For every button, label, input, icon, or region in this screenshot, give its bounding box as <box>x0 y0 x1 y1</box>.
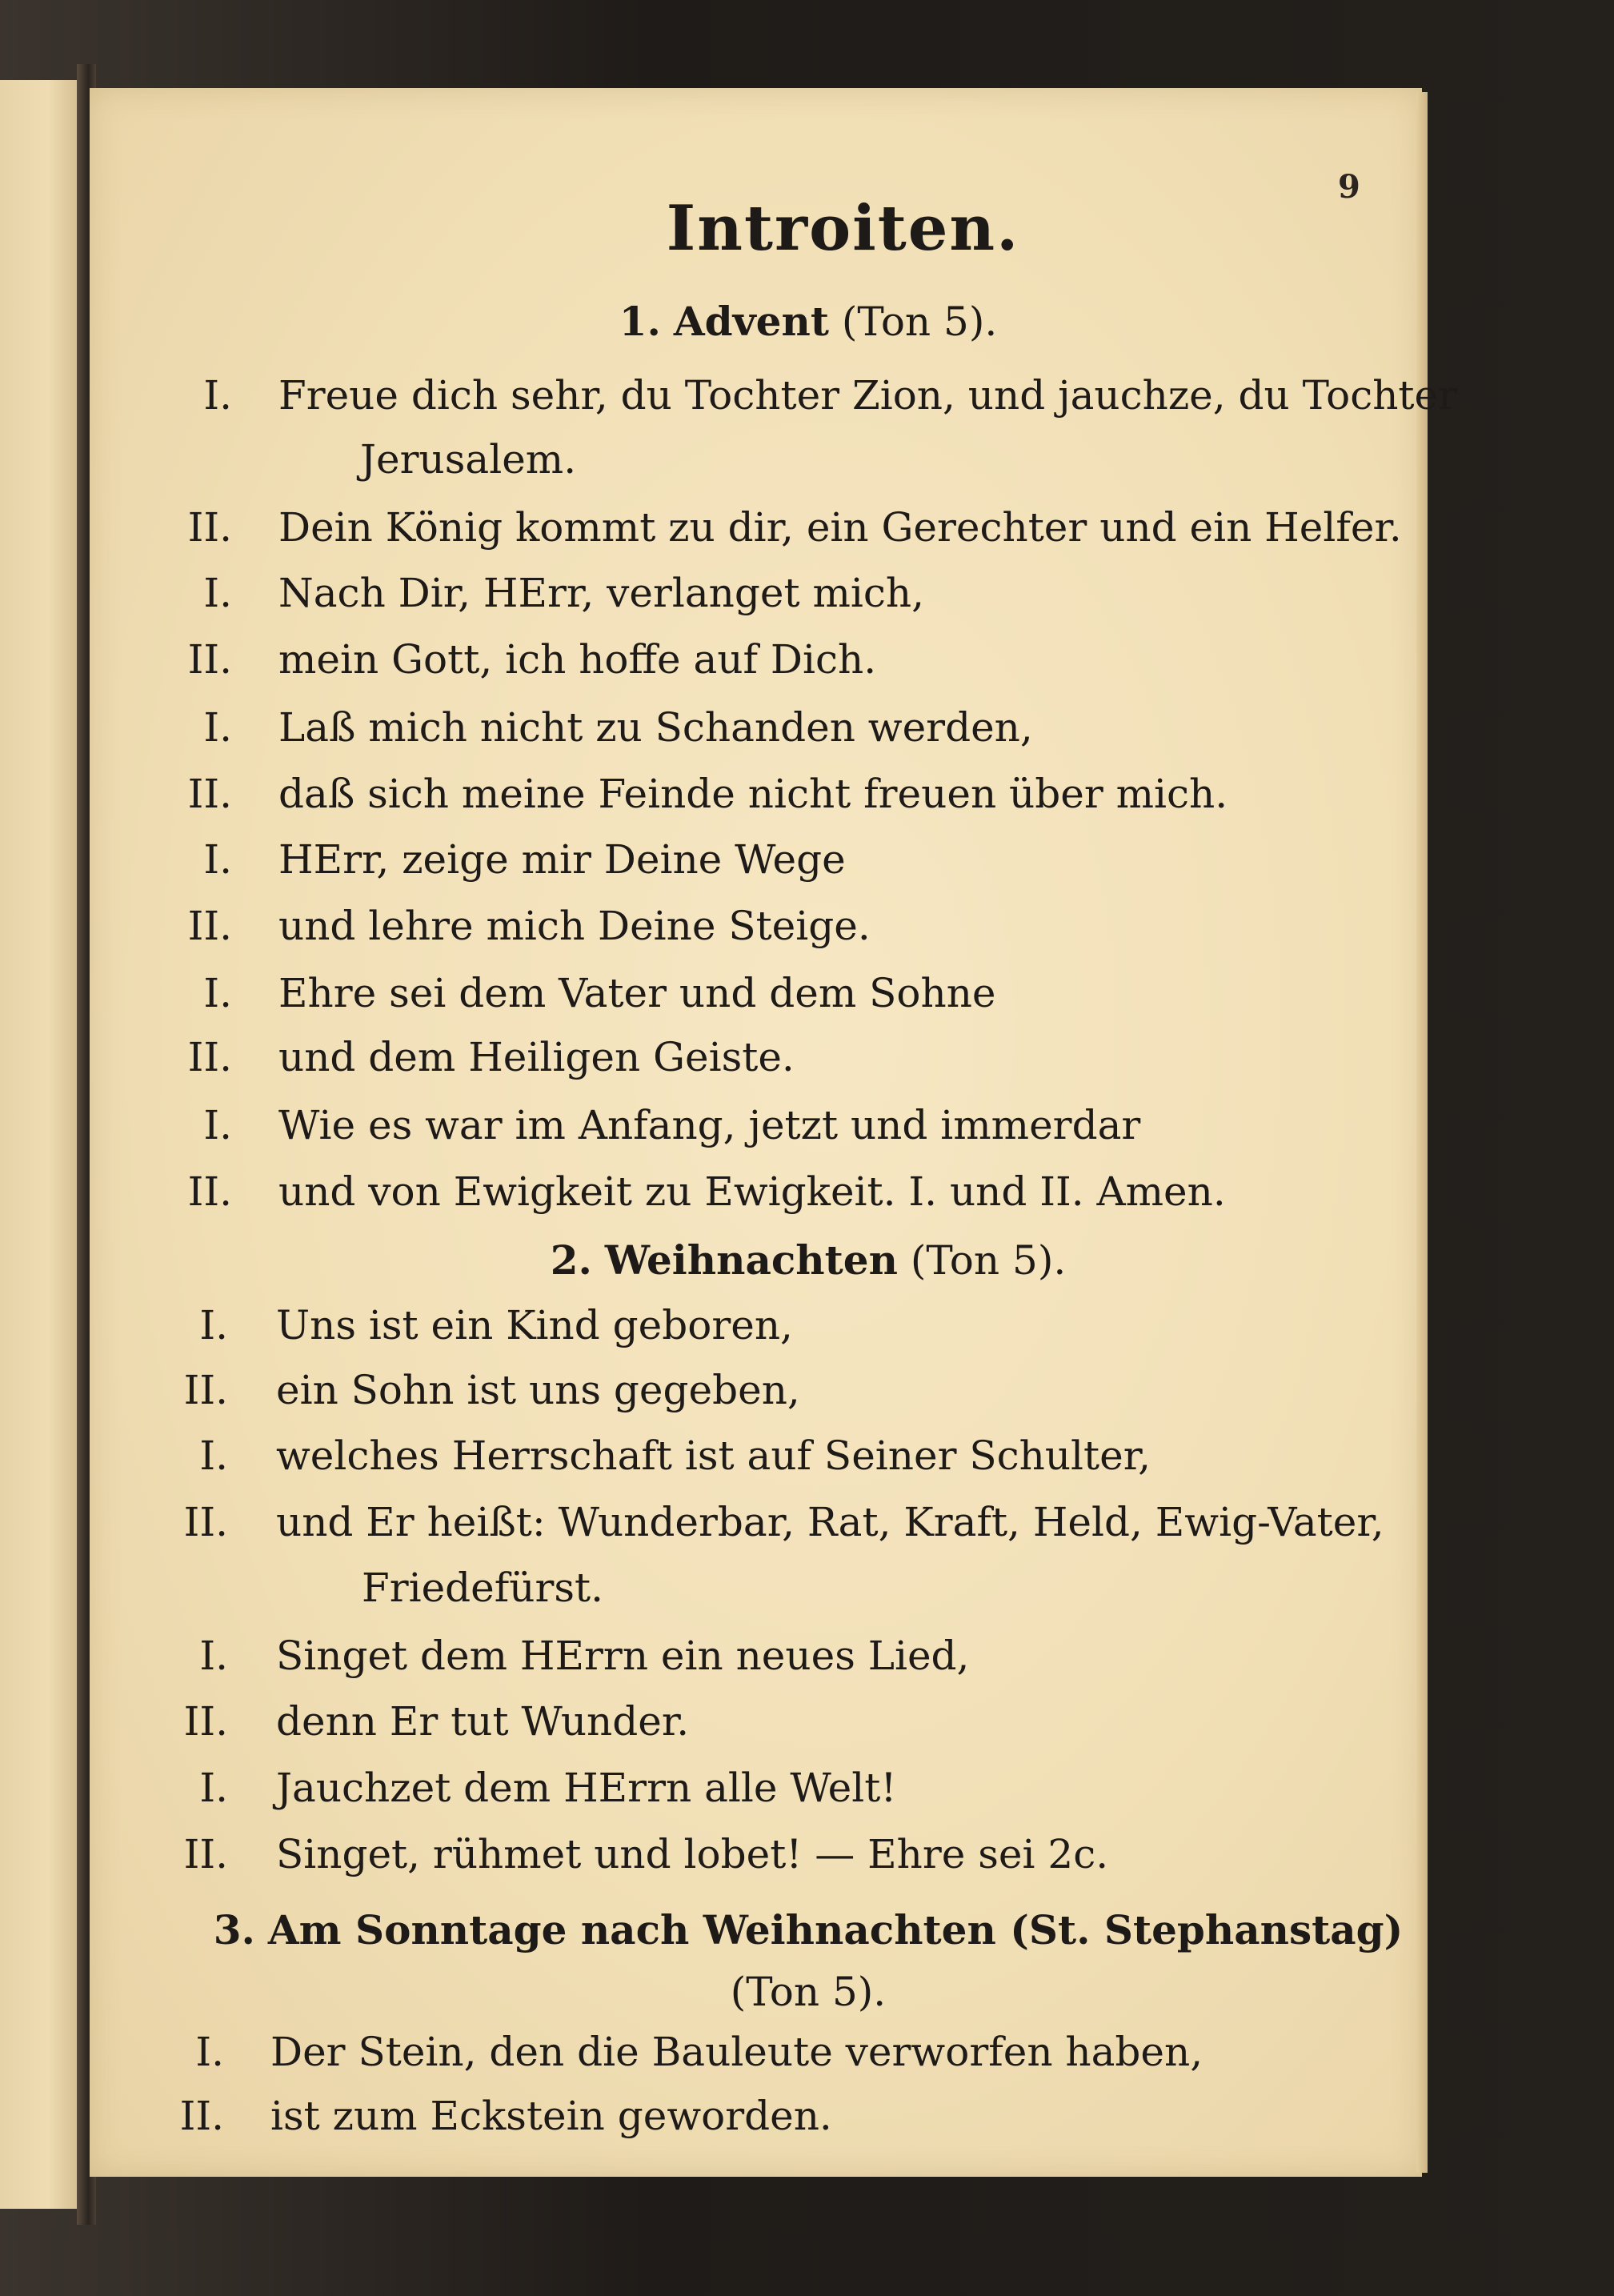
left-page-edge <box>0 80 82 2209</box>
verse-text: mein Gott, ich hoffe auf Dich. <box>278 636 877 683</box>
voice-label: I. <box>199 1765 228 1811</box>
voice-label: I. <box>203 1102 232 1148</box>
voice-label: II. <box>187 771 232 817</box>
verse-text: und lehre mich Deine Steige. <box>278 903 871 949</box>
verse-text: Jerusalem. <box>360 436 577 483</box>
section-number: 2. <box>550 1236 592 1284</box>
voice-label: I. <box>195 2029 224 2075</box>
voice-label: II. <box>187 1168 232 1215</box>
section-tone: (Ton 5). <box>841 299 998 345</box>
verse-text: HErr, zeige mir Deine Wege <box>278 836 846 883</box>
voice-label: I. <box>199 1302 228 1348</box>
voice-label: I. <box>203 704 232 751</box>
verse-text: Singet dem HErrn ein neues Lied, <box>276 1633 970 1679</box>
verse-text: und von Ewigkeit zu Ewigkeit. I. und II. Amen. <box>278 1168 1226 1215</box>
voice-label: I. <box>203 970 232 1016</box>
voice-label: I. <box>203 570 232 616</box>
verse-text: Der Stein, den die Bauleute verworfen haben, <box>270 2029 1203 2075</box>
voice-label: II. <box>187 903 232 949</box>
voice-label: II. <box>183 1698 228 1745</box>
verse-text: Freue dich sehr, du Tochter Zion, und jauchze, du Tochter <box>278 372 1457 419</box>
section-number: 3. <box>213 1906 255 1953</box>
page-number: 9 <box>1338 168 1360 206</box>
voice-label: I. <box>199 1633 228 1679</box>
verse-text: Friedefürst. <box>362 1565 604 1611</box>
section-heading-weihnachten <box>152 1236 1464 1284</box>
section-name: Advent <box>673 298 829 345</box>
voice-label: II. <box>183 1367 228 1413</box>
verse-text: ist zum Eckstein geworden. <box>270 2093 832 2139</box>
voice-label: I. <box>199 1432 228 1479</box>
voice-label: II. <box>183 1499 228 1545</box>
section-heading-advent <box>152 298 1464 345</box>
verse-text: Uns ist ein Kind geboren, <box>276 1302 793 1348</box>
voice-label: II. <box>187 504 232 551</box>
verse-text: daß sich meine Feinde nicht freuen über mich. <box>278 771 1228 817</box>
voice-label: II. <box>187 636 232 683</box>
verse-text: und Er heißt: Wunderbar, Rat, Kraft, Held, Ewig-Vater, <box>276 1499 1384 1545</box>
section-tone: (Ton 5). <box>910 1237 1067 1284</box>
verse-text: welches Herrschaft ist auf Seiner Schulter, <box>276 1432 1151 1479</box>
voice-label: I. <box>203 372 232 419</box>
section-name: Am Sonntage nach Weihnachten (St. Stephanstag) <box>267 1906 1404 1953</box>
section-heading-stephanstag <box>152 1906 1464 1953</box>
verse-text: Singet, rühmet und lobet! — Ehre sei 2c. <box>276 1831 1109 1877</box>
section-name: Weihnachten <box>604 1236 898 1284</box>
verse-text: Laß mich nicht zu Schanden werden, <box>278 704 1033 751</box>
section-number: 1. <box>619 298 661 345</box>
verse-text: und dem Heiligen Geiste. <box>278 1034 795 1080</box>
voice-label: II. <box>187 1034 232 1080</box>
voice-label: II. <box>183 1831 228 1877</box>
verse-text: Nach Dir, HErr, verlanget mich, <box>278 570 924 616</box>
voice-label: II. <box>179 2093 224 2139</box>
voice-label: I. <box>203 836 232 883</box>
page-title: Introiten. <box>666 192 1020 265</box>
verse-text: Dein König kommt zu dir, ein Gerechter und ein Helfer. <box>278 504 1402 551</box>
verse-text: Ehre sei dem Vater und dem Sohne <box>278 970 996 1016</box>
verse-text: denn Er tut Wunder. <box>276 1698 690 1745</box>
section-tone: (Ton 5). <box>730 1969 887 2015</box>
verse-text: Wie es war im Anfang, jetzt und immerdar <box>278 1102 1141 1148</box>
verse-text: Jauchzet dem HErrn alle Welt! <box>276 1765 897 1811</box>
verse-text: ein Sohn ist uns gegeben, <box>276 1367 800 1413</box>
